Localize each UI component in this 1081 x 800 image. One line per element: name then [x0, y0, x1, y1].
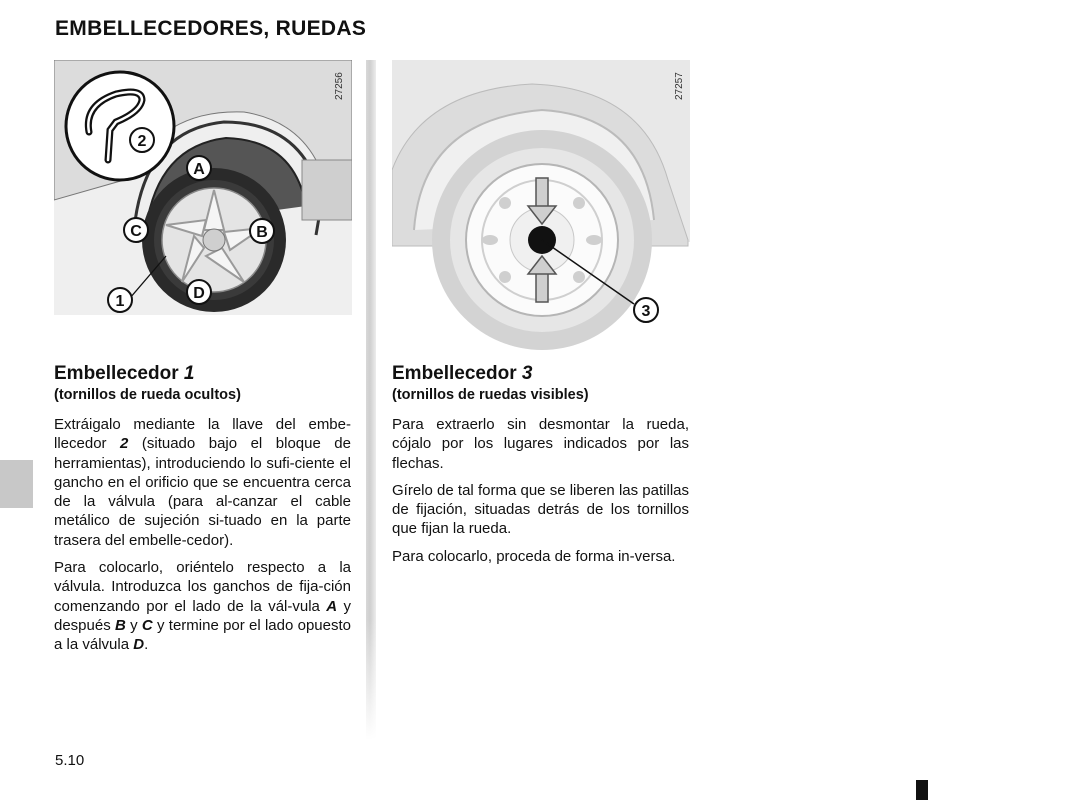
page-title: EMBELLECEDORES, RUEDAS: [55, 17, 367, 40]
figure-number: 27257: [674, 72, 685, 100]
corner-mark: [916, 780, 928, 800]
section-title-embellecedor-1: Embellecedor 1: [54, 363, 195, 384]
left-column: [54, 362, 351, 663]
callout-3: 3: [641, 303, 651, 320]
paragraph: Gírelo de tal forma que se liberen las patillas de fijación, situadas detrás de los tornillos que fijan la rueda.: [392, 481, 689, 538]
page-number: 5.10: [55, 752, 85, 769]
steel-wheel-illustration: [392, 60, 690, 350]
callout-a: A: [193, 161, 205, 178]
callout-d: D: [193, 285, 205, 302]
figure-wheel-cover-hidden-bolts: [54, 60, 352, 315]
right-column: [392, 362, 689, 574]
callout-1: 1: [115, 293, 125, 310]
section-title-embellecedor-3: Embellecedor 3: [392, 363, 533, 384]
figure-wheel-cover-visible-bolts: [392, 60, 690, 350]
section-subtitle: (tornillos de ruedas visibles): [392, 387, 589, 403]
wheel-cover-illustration: [54, 60, 352, 315]
callout-2: 2: [137, 133, 147, 150]
callout-b: B: [256, 224, 268, 241]
section-subtitle: (tornillos de rueda ocultos): [54, 387, 241, 403]
paragraph: Para colocarlo, oriéntelo respecto a la válvula. Introduzca los ganchos de fija-ción comenzando por el lado de la vál-vula A y después B y C y termine por el lado opuesto a la válvula D.: [54, 559, 351, 654]
paragraph: Para extraerlo sin desmontar la rueda, cójalo por los lugares indicados por las flechas.: [392, 416, 689, 472]
section-tab: [0, 460, 33, 508]
figure-number: 27256: [334, 72, 345, 100]
column-divider: [366, 60, 376, 740]
paragraph: Extráigalo mediante la llave del embe-llecedor 2 (situado bajo el bloque de herramientas), introduciendo lo sufi-ciente el gancho en el orificio que se encuentra cerca de la válvula (para al-canzar el cable metálico de sujeción si-tuado en la parte trasera del embelle-cedor).: [54, 416, 351, 549]
paragraph: Para colocarlo, proceda de forma in-versa.: [392, 547, 676, 565]
callout-c: C: [130, 223, 142, 240]
